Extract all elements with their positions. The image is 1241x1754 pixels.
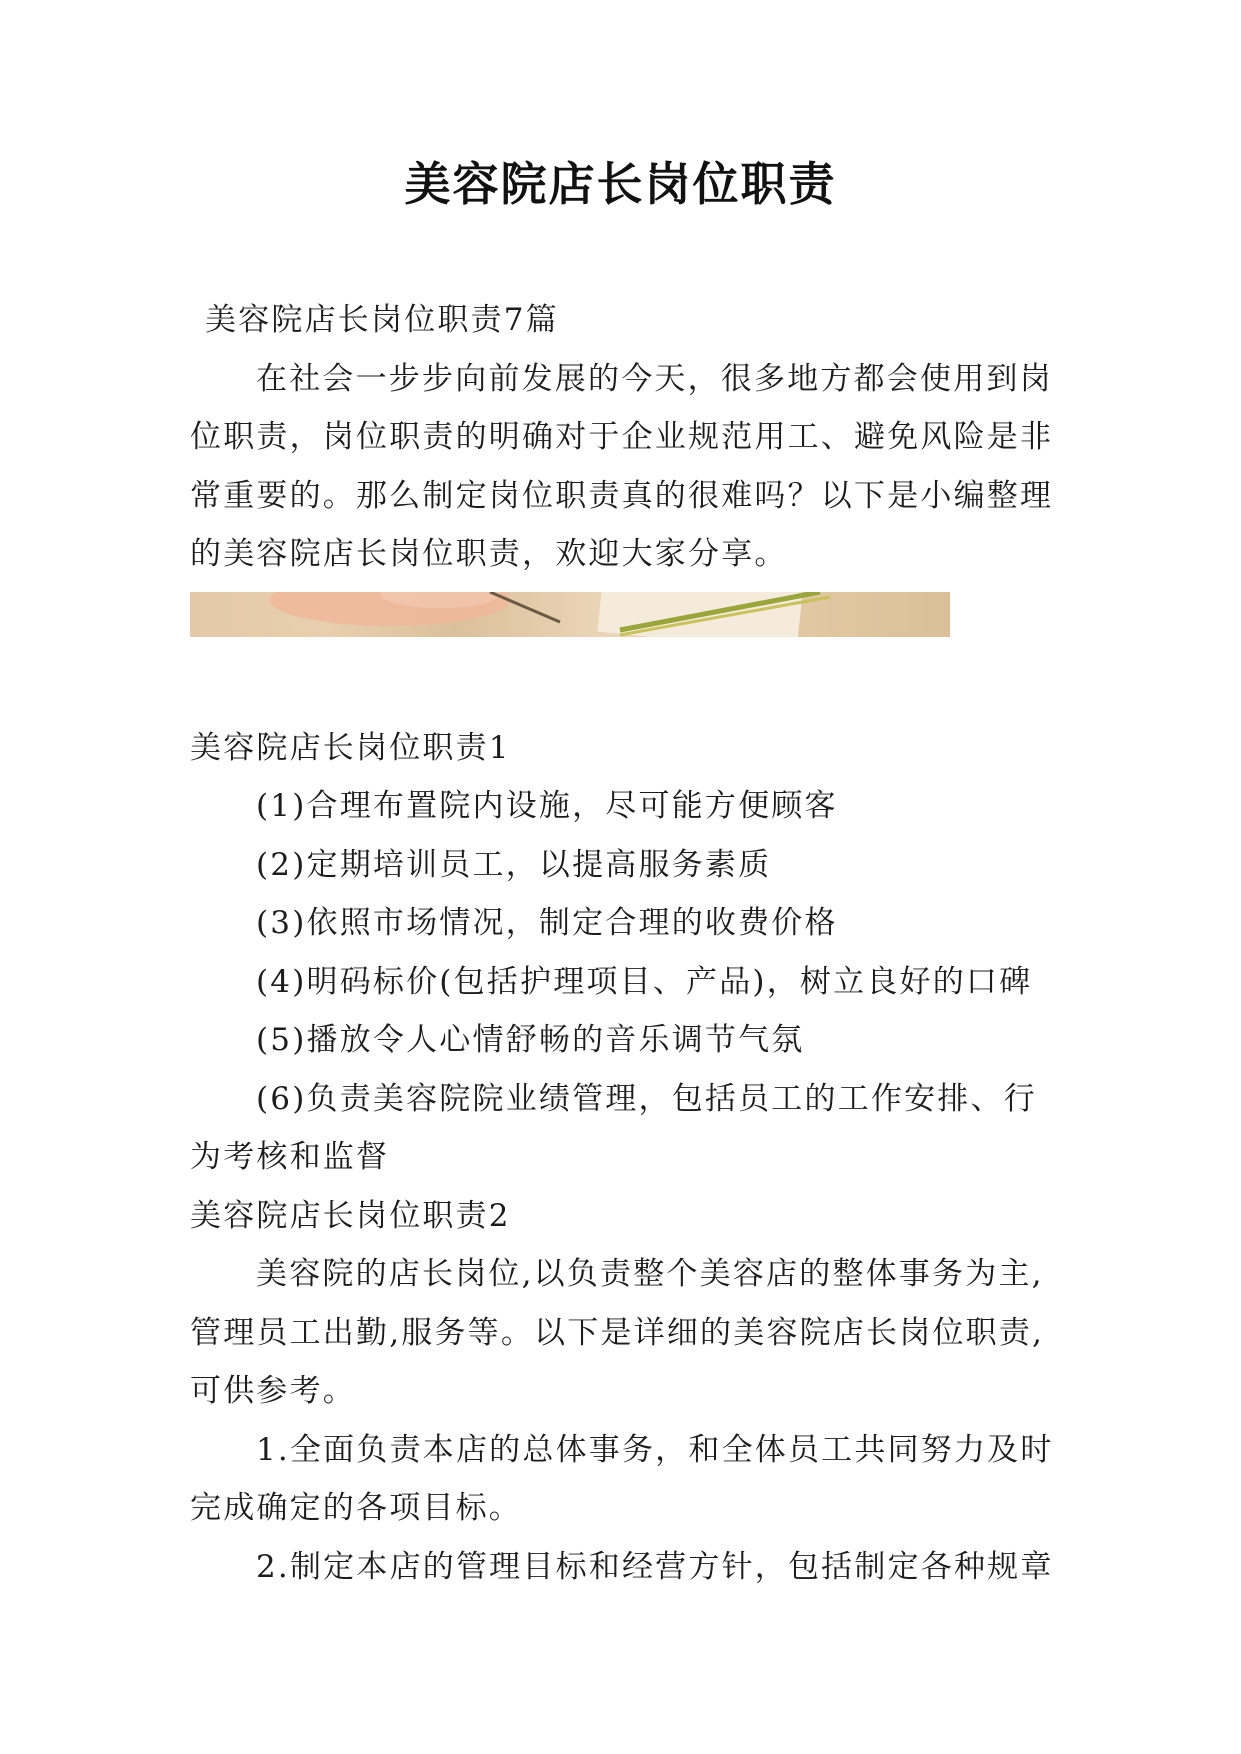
document-subtitle: 美容院店长岗位职责7篇	[205, 302, 559, 338]
section-heading: 美容院店长岗位职责2	[190, 1197, 511, 1234]
paragraph: 1.全面负责本店的总体事务，和全体员工共同努力及时完成确定的各项目标。	[190, 1431, 1054, 1526]
list-item: (2)定期培训员工，以提高服务素质	[256, 846, 772, 883]
list-item: (6)负责美容院院业绩管理，包括员工的工作安排、行为考核和监督	[190, 1080, 1037, 1175]
intro-paragraph: 在社会一步步向前发展的今天，很多地方都会使用到岗位职责，岗位职责的明确对于企业规范用工、避免风险是非常重要的。那么制定岗位职责真的很难吗？以下是小编整理的美容院店长岗位职责，欢迎大家分享。	[190, 360, 1054, 572]
document-title: 美容院店长岗位职责	[404, 157, 837, 211]
decorative-banner-image	[190, 592, 950, 637]
banner-photo	[190, 592, 950, 637]
list-item: (1)合理布置院内设施，尽可能方便顾客	[256, 788, 838, 824]
list-item: (3)依照市场情况，制定合理的收费价格	[256, 905, 838, 941]
list-item: (5)播放令人心情舒畅的音乐调节气氛	[256, 1022, 805, 1058]
paragraph: 2.制定本店的管理目标和经营方针，包括制定各种规章	[256, 1548, 1054, 1585]
paragraph: 美容院的店长岗位,以负责整个美容店的整体事务为主,管理员工出勤,服务等。以下是详细的美容院店长岗位职责,可供参考。	[190, 1256, 1045, 1409]
section-heading: 美容院店长岗位职责1	[190, 729, 511, 766]
document-body	[190, 291, 1060, 1596]
list-item: (4)明码标价(包括护理项目、产品)，树立良好的口碑	[256, 963, 1033, 1000]
